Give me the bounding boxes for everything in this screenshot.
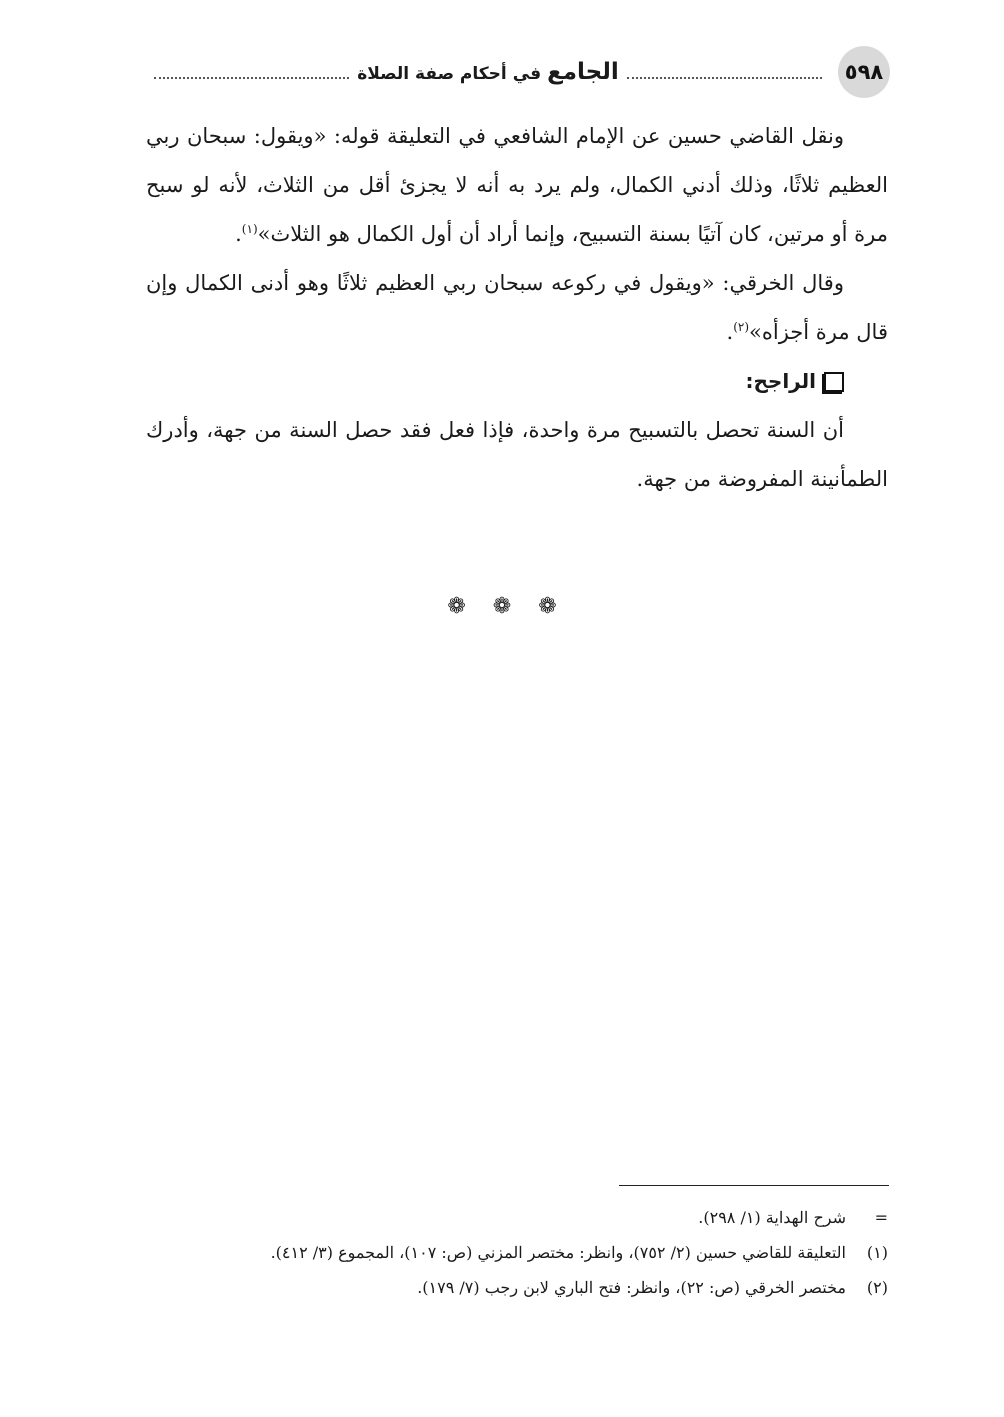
paragraph-2-end: . <box>726 320 734 344</box>
footnote-ref-2: (٢) <box>733 320 750 334</box>
footnote-1 <box>146 1235 888 1270</box>
paragraph-1-text: ونقل القاضي حسين عن الإمام الشافعي في التعليقة قوله: «ويقول: سبحان ربي العظيم ثلاثًا، وذلك أدني الكمال، ولم يرد به أنه لا يجزئ أقل من الثلاث، لأنه لو سبح مرة أو مرتين، كان آتيًا بسنة التسبيح، وإنما أراد أن أول الكمال هو الثلاث» <box>146 124 888 246</box>
footnote-text: مختصر الخرقي (ص: ٢٢)، وانظر: فتح الباري لابن رجب (٧/ ١٧٩). <box>417 1278 846 1297</box>
checkbox-icon <box>824 372 844 392</box>
paragraph-2-text: وقال الخرقي: «ويقول في ركوعه سبحان ربي العظيم ثلاثًا وهو أدنى الكمال وإن قال مرة أجزأه» <box>146 271 888 344</box>
page-number-badge: ٥٩٨ <box>838 46 890 98</box>
footnote-text: التعليقة للقاضي حسين (٢/ ٧٥٢)، وانظر: مختصر المزني (ص: ١٠٧)، المجموع (٣/ ٤١٢). <box>270 1243 846 1262</box>
footnote-text: شرح الهداية (١/ ٢٩٨). <box>698 1208 846 1227</box>
footnote-2 <box>146 1270 888 1305</box>
body-text <box>146 112 888 504</box>
flower-icon: ❁ <box>538 594 557 619</box>
running-title-joiner: في <box>512 64 542 84</box>
footnote-marker: (٢) <box>866 1278 888 1297</box>
paragraph-2 <box>146 259 888 357</box>
paragraph-1-end: . <box>235 222 242 246</box>
header-dotted-leader-left <box>154 77 349 79</box>
section-heading <box>146 357 888 406</box>
section-ornament <box>0 594 1004 619</box>
footnote-marker: (١) <box>866 1243 888 1262</box>
flower-icon: ❁ <box>447 594 466 619</box>
paragraph-1 <box>146 112 888 259</box>
running-title <box>357 59 619 85</box>
page-header <box>146 48 890 96</box>
flower-icon: ❁ <box>492 594 512 619</box>
footnotes <box>146 1200 888 1305</box>
running-title-rest: أحكام صفة الصلاة <box>357 64 507 84</box>
running-title-main: الجامع <box>547 59 619 85</box>
paragraph-3: أن السنة تحصل بالتسبيح مرة واحدة، فإذا فعل فقد حصل السنة من جهة، وأدرك الطمأنينة المفروضة من جهة. <box>146 418 888 491</box>
footnote-marker: = <box>874 1208 888 1227</box>
section-heading-text: الراجح: <box>745 369 816 393</box>
footnote-divider <box>619 1185 889 1186</box>
footnote-continued <box>146 1200 888 1235</box>
footnote-ref-1: (١) <box>241 222 258 236</box>
header-dotted-leader-right <box>627 77 822 79</box>
